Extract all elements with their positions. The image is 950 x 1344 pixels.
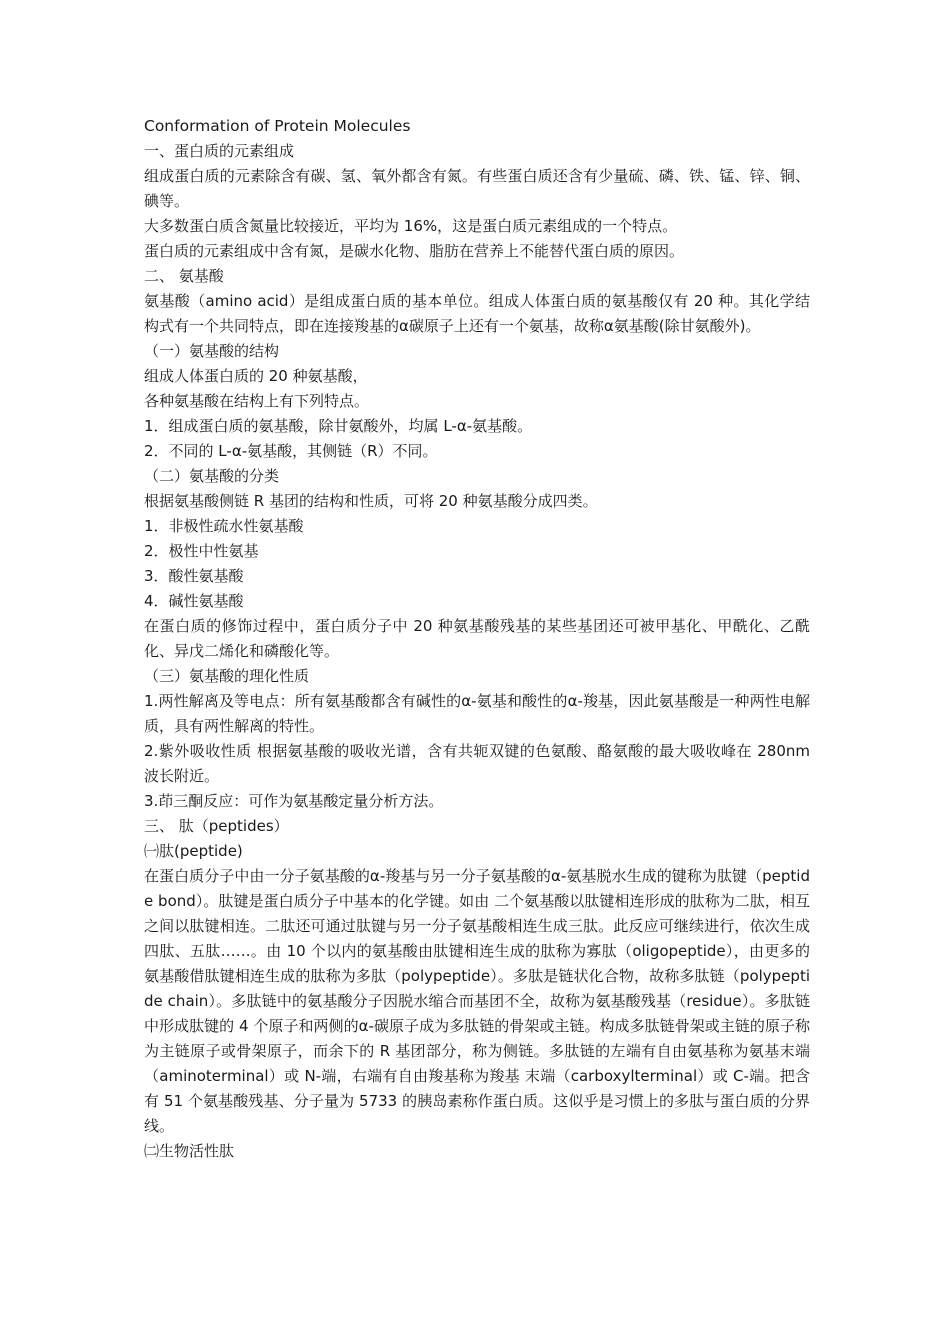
document-body (144, 113, 810, 1164)
list-item: 1.两性解离及等电点：所有氨基酸都含有碱性的α-氨基和酸性的α-羧基，因此氨基酸是一种两性电解质，具有两性解离的特性。 (144, 692, 810, 735)
paragraph: 在蛋白质分子中由一分子氨基酸的α-羧基与另一分子氨基酸的α-氨基脱水生成的键称为肽键（peptide bond）。肽键是蛋白质分子中基本的化学键。如由 二个氨基酸以肽键相连形成的肽称为二肽，相互之间以肽键相连。二肽还可通过肽键与另一分子氨基酸相连生成三肽。此反应可继续进行，依次生成四肽、五肽……。由 10 个以内的氨基酸由肽键相连生成的肽称为寡肽（oligopeptide），由更多的氨基酸借肽键相连生成的肽称为多肽（polypeptide）。多肽是链状化合物，故称多肽链（polypeptide chain）。多肽链中的氨基酸分子因脱水缩合而基团不全，故称为氨基酸残基（residue）。多肽链中形成肽键的 4 个原子和两侧的α-碳原子成为多肽链的骨架或主链。构成多肽链骨架或主链的原子称为主链原子或骨架原子，而余下的 R 基团部分，称为侧链。多肽链的左端有自由氨基称为氨基末端（aminoterminal）或 N-端，右端有自由羧基称为羧基 末端（carboxylterminal）或 C-端。把含有 51 个氨基酸残基、分子量为 5733 的胰岛素称作蛋白质。这似乎是习惯上的多肽与蛋白质的分界线。 (144, 867, 810, 1135)
paragraph: 氨基酸（amino acid）是组成蛋白质的基本单位。组成人体蛋白质的氨基酸仅有 20 种。其化学结构式有一个共同特点，即在连接羧基的α碳原子上还有一个氨基，故称α氨基酸(除甘氨酸外)。 (144, 292, 810, 335)
list-item: 3.茚三酮反应：可作为氨基酸定量分析方法。 (144, 792, 444, 810)
paragraph: 大多数蛋白质含氮量比较接近，平均为 16%，这是蛋白质元素组成的一个特点。 (144, 217, 678, 235)
list-item: 2．极性中性氨基 (144, 542, 259, 560)
paragraph: 在蛋白质的修饰过程中，蛋白质分子中 20 种氨基酸残基的某些基团还可被甲基化、甲酰化、乙酰化、异戊二烯化和磷酸化等。 (144, 617, 810, 660)
list-item: 2．不同的 L-α-氨基酸，其侧链（R）不同。 (144, 442, 438, 460)
document-title: Conformation of Protein Molecules (144, 117, 411, 135)
paragraph: 组成蛋白质的元素除含有碳、氢、氧外都含有氮。有些蛋白质还含有少量硫、磷、铁、锰、锌、铜、碘等。 (144, 167, 810, 210)
list-item: 2.紫外吸收性质 根据氨基酸的吸收光谱，含有共轭双键的色氨酸、酪氨酸的最大吸收峰在 280nm 波长附近。 (144, 742, 810, 785)
paragraph: 蛋白质的元素组成中含有氮，是碳水化物、脂肪在营养上不能替代蛋白质的原因。 (144, 242, 685, 260)
subsection-heading: （一）氨基酸的结构 (144, 342, 280, 360)
paragraph: 组成人体蛋白质的 20 种氨基酸， (144, 367, 368, 385)
subsection-heading: （三）氨基酸的理化性质 (144, 667, 310, 685)
subsection-heading: ㈠肽(peptide) (144, 842, 243, 860)
list-item: 4．碱性氨基酸 (144, 592, 244, 610)
section-heading: 一、蛋白质的元素组成 (144, 142, 295, 160)
subsection-heading: ㈡生物活性肽 (144, 1142, 235, 1160)
paragraph: 各种氨基酸在结构上有下列特点。 (144, 392, 370, 410)
list-item: 3．酸性氨基酸 (144, 567, 244, 585)
paragraph: 根据氨基酸侧链 R 基团的结构和性质，可将 20 种氨基酸分成四类。 (144, 492, 598, 510)
list-item: 1．非极性疏水性氨基酸 (144, 517, 304, 535)
section-heading: 二、 氨基酸 (144, 267, 224, 285)
section-heading: 三、 肽（peptides） (144, 817, 289, 835)
subsection-heading: （二）氨基酸的分类 (144, 467, 280, 485)
list-item: 1．组成蛋白质的氨基酸，除甘氨酸外，均属 L-α-氨基酸。 (144, 417, 533, 435)
